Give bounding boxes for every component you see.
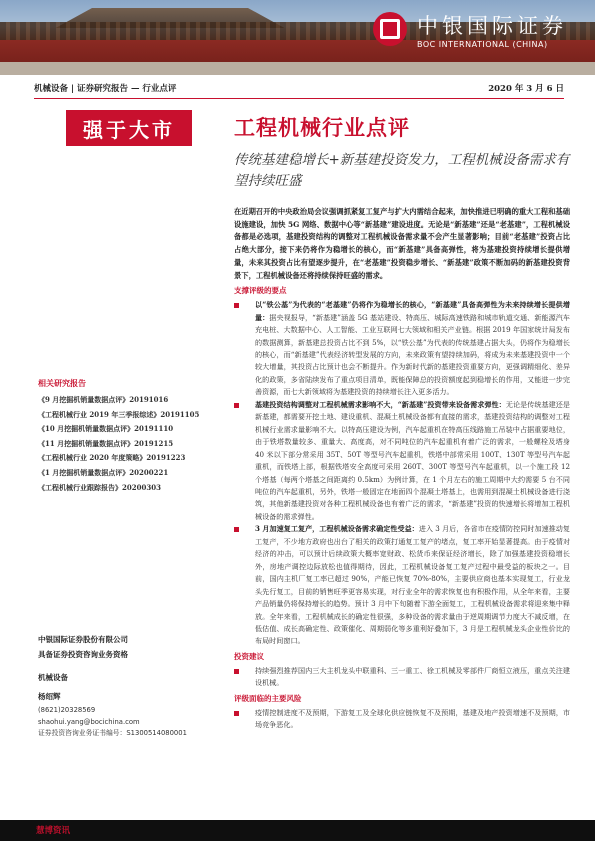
analyst-name: 杨绍辉 bbox=[38, 692, 61, 701]
related-report-item: 《1 月挖掘机销量数据点评》20200221 bbox=[38, 467, 169, 477]
related-reports bbox=[38, 378, 223, 495]
report-title: 工程机械行业点评 bbox=[234, 115, 410, 140]
related-reports-list bbox=[38, 393, 223, 495]
key-point-item bbox=[234, 299, 570, 399]
section-heading-investment: 投资建议 bbox=[234, 651, 264, 661]
related-report-item: 《工程机械行业跟踪报告》20200303 bbox=[38, 482, 161, 492]
related-report-item: 《9 月挖掘机销量数据点评》20191016 bbox=[38, 395, 169, 404]
report-category: 机械设备 | 证券研究报告 — 行业点评 bbox=[34, 84, 177, 94]
key-point-body: 进入 3 月后，各省市在疫情防控同时加速推动复工复产，不少地方政府也出台了相关的政策打通复工复产的堵点，复工率开始显著提高。由于疫情对经济的冲击，可以预计后续政策大概率宽财政、松货币来保证经济增长，除了加强基建投资稳增长外，房地产调控边际放松也值得期待，因此，工程机械设备复工复产过程中最受益的板块之一。目前，国内主机厂复工率已超过 90%，产能已恢复 70%-80%，主要供应商也基本实现复工，行业龙头先行复工，目前的销售旺季更容易实现，对行业全年的需求恢复也有积极作用，从全年来看，主要产品销量仍将保持增长的趋势。预计 3 月中下旬随着下游全面复工，工程机械设备需求将迎来集中释放。全年来看，工程机械成长的确定性很强，多种设备的需求量由于逆周期调节力度大不减反增，在低估值、成长高确定性、政策催化、周期弱化等多重利好叠加下，3 月是工程机械龙头企业性价比的布局时间窗口。 bbox=[255, 524, 570, 646]
bullet-square-icon bbox=[234, 303, 239, 308]
key-point-item bbox=[234, 399, 570, 524]
investment-item bbox=[234, 665, 570, 690]
key-point-body: 无论是传统基建还是新基建，都需要开挖土地、建设重机、混凝土机械设备都有直接的需求，基建投资结构的调整对工程机械行业需求量影响不大。以特高压建设为例，汽车起重机在特高压线路施工吊装中占据重要地位，由于铁塔数量较多、重量大、高度高，对不同吨位的汽车起重机有着广泛的需求，一般螺栓及塔身 40 米以下部分常采用 35T、50T 等型号汽车起重机，铁塔中部常采用 100T、130T 等型号汽车起重机，而铁塔上部，根据铁塔安全高度可采用 260T、300T 等型号汽车起重机，以一个施工段 12 个塔基（每两个塔基之间距离约 0.5km）为例计算，在 1 个月左右的施工周期中大约需要 5 台不同吨位的汽车起重机，另外，铁塔一般固定在地面四个混凝土塔基上，也需用到混凝土机械设备进行浇筑，其他新基建投资对各种工程机械设备也有着广泛的需求，“新基建”投资的快速增长将增加工程机械设备的需求弹性。 bbox=[255, 399, 570, 521]
analyst-certificate: 证券投资咨询业务证书编号：S1300514080001 bbox=[38, 729, 187, 737]
footer-bar bbox=[0, 820, 595, 841]
key-point-lead: 以“铁公基”为代表的“老基建”仍将作为稳增长的核心，“新基建”具备高弹性为未来持续增长提供增量： bbox=[255, 300, 570, 322]
sector-label: 机械设备 bbox=[38, 673, 68, 682]
section-heading-key-points: 支撑评级的要点 bbox=[234, 286, 287, 296]
key-point-body: 据央视报导，“新基建”涵盖 5G 基站建设、特高压、城际高速铁路和城市轨道交通、新能源汽车充电桩、大数据中心、人工智能、工业互联网七大领域和相关产业链。根据 2019 年国家统计局发布的数据测算，新基建总投资占比不到 5%，以“铁公基”为代表的传统基建占据大头，仍将作为稳增长的核心，而“新基建”代表经济转型发展的方向，未来政策有望持续加码，将成为未来基建投资中一个较大增量，其投资占比预计也会不断提升。作为新时代新的基建投资重要方向，更强调精细化、差异化的政策，多省陆续发布了重点项目清单，既能保障总的投资额度起到稳增长的作用，又能进一步完善资源，而七大新领域将为基建投资的持续增长注入更多活力。 bbox=[255, 312, 570, 397]
related-report-item: 《11 月挖掘机销量数据点评》20191215 bbox=[38, 438, 174, 448]
logo-english-name: BOC INTERNATIONAL (CHINA) bbox=[417, 40, 548, 49]
logo-chinese-name: 中银国际证券 bbox=[417, 14, 567, 38]
bullet-square-icon bbox=[234, 669, 239, 674]
header-divider bbox=[34, 98, 564, 99]
plaza bbox=[0, 62, 595, 75]
analyst-phone: (8621)20328569 bbox=[38, 706, 96, 714]
report-meta-bar bbox=[34, 82, 564, 96]
company-info bbox=[38, 632, 223, 662]
analyst-contact bbox=[38, 705, 187, 740]
footer-source: 慧博资讯 bbox=[36, 826, 71, 836]
company-name: 中银国际证券股份有限公司 bbox=[38, 635, 128, 644]
summary-paragraph: 在近期召开的中央政治局会议强调抓紧复工复产与扩大内需结合起来，加快推进已明确的重大工程和基础设施建设，加快 5G 网络、数据中心等“新基建”建设进度。无论是“新基建”还是“老基建”，工程机械设备都是必选项，基建投资结构的调整对工程机械设备需求量不会产生显著影响；目前“老基建”投资占比占绝大部分，接下来仍将作为稳增长的核心，而“新基建”具备高弹性，将为基建投资持续增长提供增量，未来其投资占比有望逐步提升，在“老基建”投资稳步增长、“新基建”政策不断加码的新基建投资背景下，工程机械设备还将持续保持旺盛的需求。 bbox=[234, 207, 570, 280]
bullet-square-icon bbox=[234, 527, 239, 532]
risk-item bbox=[234, 707, 570, 732]
related-reports-heading: 相关研究报告 bbox=[38, 378, 86, 388]
key-point-item bbox=[234, 523, 570, 648]
report-date: 2020 年 3 月 6 日 bbox=[488, 84, 564, 94]
analyst-email: shaohui.yang@bocichina.com bbox=[38, 717, 140, 726]
related-report-item: 《10 月挖掘机销量数据点评》20191110 bbox=[38, 424, 174, 434]
company-logo bbox=[373, 8, 573, 58]
report-subtitle: 传统基建稳增长+新基建投资发力，工程机械设备需求有望持续旺盛 bbox=[234, 152, 570, 189]
investment-list bbox=[234, 665, 570, 690]
header-banner bbox=[0, 0, 595, 75]
rating-badge: 强于大市 bbox=[66, 110, 192, 146]
risks-list bbox=[234, 707, 570, 732]
key-point-lead: 基建投资结构调整对工程机械需求影响不大，“新基建”投资带来设备需求弹性： bbox=[255, 399, 506, 409]
risk-text: 疫情控制进度不及预期，下游复工及全球化供应链恢复不及预期，基建及地产投资增速不及预期，市场竞争恶化。 bbox=[255, 707, 570, 730]
section-heading-risks: 评级面临的主要风险 bbox=[234, 693, 302, 703]
related-report-item: 《工程机械行业 2020 年度策略》20191223 bbox=[38, 453, 186, 463]
bullet-square-icon bbox=[234, 711, 239, 716]
boc-logo-icon bbox=[373, 12, 407, 46]
bullet-square-icon bbox=[234, 403, 239, 408]
key-point-lead: 3 月加速复工复产，工程机械设备需求确定性受益： bbox=[255, 524, 419, 534]
company-qualification: 具备证券投资咨询业务资格 bbox=[38, 650, 128, 659]
investment-text: 持续强烈推荐国内三大主机龙头中联重科、三一重工、徐工机械及零部件厂商恒立液压，重点关注建设机械。 bbox=[255, 665, 570, 688]
key-points-list bbox=[234, 299, 570, 648]
main-content bbox=[234, 206, 570, 732]
related-report-item: 《工程机械行业 2019 年三季报综述》20191105 bbox=[38, 409, 200, 419]
